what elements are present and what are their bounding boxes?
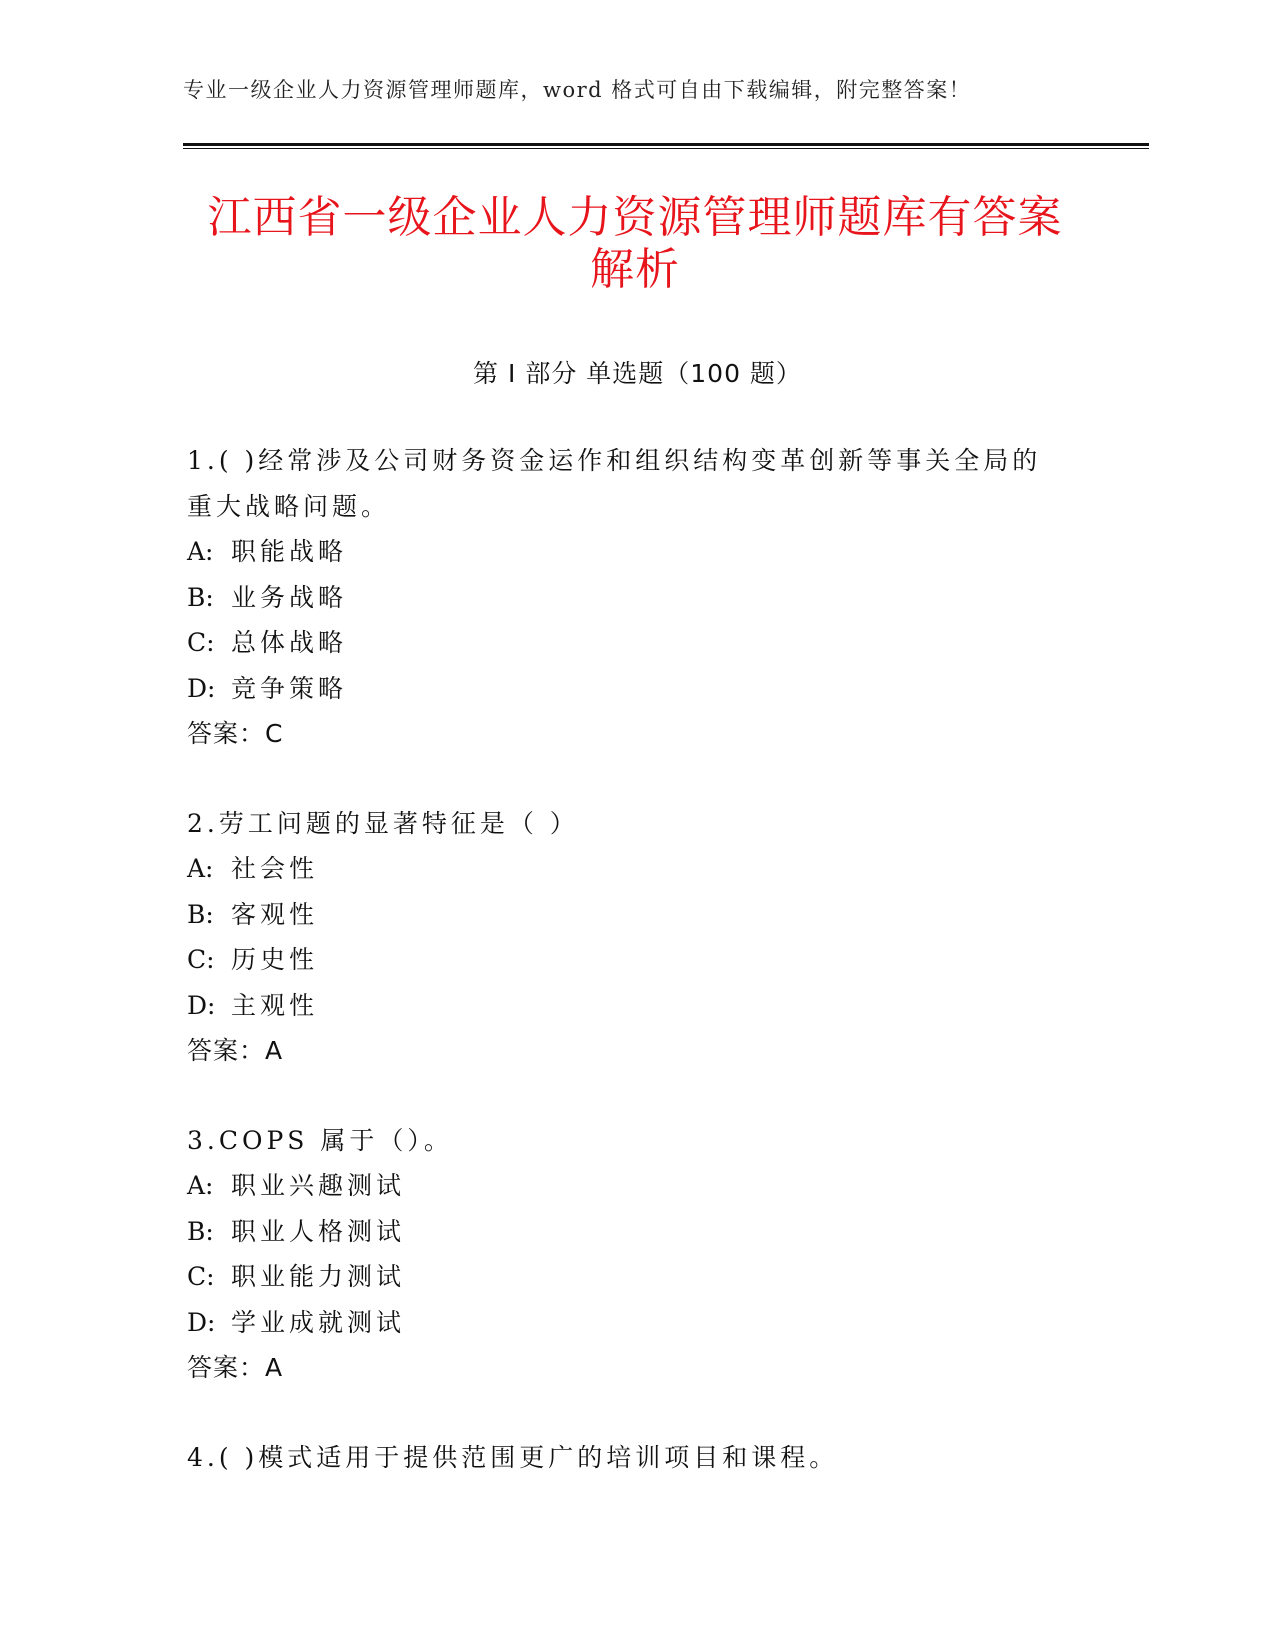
option-b bbox=[187, 575, 1087, 621]
option-text: 客观性 bbox=[231, 899, 319, 929]
document-title bbox=[190, 192, 1080, 296]
option-key: B: bbox=[187, 582, 214, 612]
question-3 bbox=[187, 1118, 1087, 1391]
answer: 答案：C bbox=[187, 719, 284, 748]
option-text: 总体战略 bbox=[231, 628, 348, 657]
question-stem: 1.( )经常涉及公司财务资金运作和组织结构变革创新等事关全局的重大战略问题。 bbox=[187, 446, 1042, 521]
option-text: 主观性 bbox=[231, 990, 319, 1020]
option-b bbox=[187, 892, 1087, 938]
option-key: A: bbox=[187, 1171, 214, 1200]
option-a bbox=[187, 1163, 1087, 1209]
option-c bbox=[187, 937, 1087, 983]
option-a bbox=[187, 846, 1087, 892]
option-key: A: bbox=[187, 537, 214, 566]
option-text: 职业兴趣测试 bbox=[231, 1171, 406, 1200]
header-rule-thin bbox=[183, 148, 1149, 149]
option-text: 业务战略 bbox=[231, 582, 348, 612]
header-rule-thick bbox=[183, 143, 1149, 146]
option-text: 竞争策略 bbox=[231, 673, 348, 703]
option-b bbox=[187, 1209, 1087, 1255]
question-list bbox=[187, 438, 1087, 1524]
option-key: D: bbox=[187, 673, 216, 703]
option-d bbox=[187, 666, 1087, 712]
question-1 bbox=[187, 438, 1087, 757]
answer: 答案：A bbox=[187, 1036, 284, 1065]
section-title: 第 I 部分 单选题（100 题） bbox=[473, 359, 802, 388]
option-key: D: bbox=[187, 990, 216, 1020]
option-c bbox=[187, 620, 1087, 666]
answer: 答案：A bbox=[187, 1353, 284, 1382]
option-d bbox=[187, 1300, 1087, 1346]
option-key: C: bbox=[187, 945, 215, 974]
option-key: A: bbox=[187, 854, 214, 883]
header-rule bbox=[183, 143, 1149, 150]
question-stem: 4.( )模式适用于提供范围更广的培训项目和课程。 bbox=[187, 1442, 839, 1472]
question-stem: 3.COPS 属于（）。 bbox=[187, 1125, 453, 1155]
document-title-line-2: 解析 bbox=[590, 244, 680, 295]
option-key: C: bbox=[187, 1262, 215, 1291]
option-text: 历史性 bbox=[231, 945, 319, 974]
question-2 bbox=[187, 801, 1087, 1074]
option-text: 职业人格测试 bbox=[231, 1216, 406, 1246]
option-text: 社会性 bbox=[231, 854, 319, 883]
document-title-line-1: 江西省一级企业人力资源管理师题库有答案 bbox=[207, 192, 1063, 243]
option-key: B: bbox=[187, 899, 214, 929]
option-key: C: bbox=[187, 628, 215, 657]
option-text: 学业成就测试 bbox=[231, 1307, 406, 1337]
option-c bbox=[187, 1254, 1087, 1300]
question-4 bbox=[187, 1435, 1087, 1481]
option-key: D: bbox=[187, 1307, 216, 1337]
option-d bbox=[187, 983, 1087, 1029]
question-stem: 2.劳工问题的显著特征是（ ） bbox=[187, 808, 579, 838]
option-text: 职业能力测试 bbox=[231, 1262, 406, 1291]
page-header: 专业一级企业人力资源管理师题库，word 格式可自由下载编辑，附完整答案！ bbox=[183, 78, 972, 102]
option-a bbox=[187, 529, 1087, 575]
option-text: 职能战略 bbox=[231, 537, 348, 566]
option-key: B: bbox=[187, 1216, 214, 1246]
